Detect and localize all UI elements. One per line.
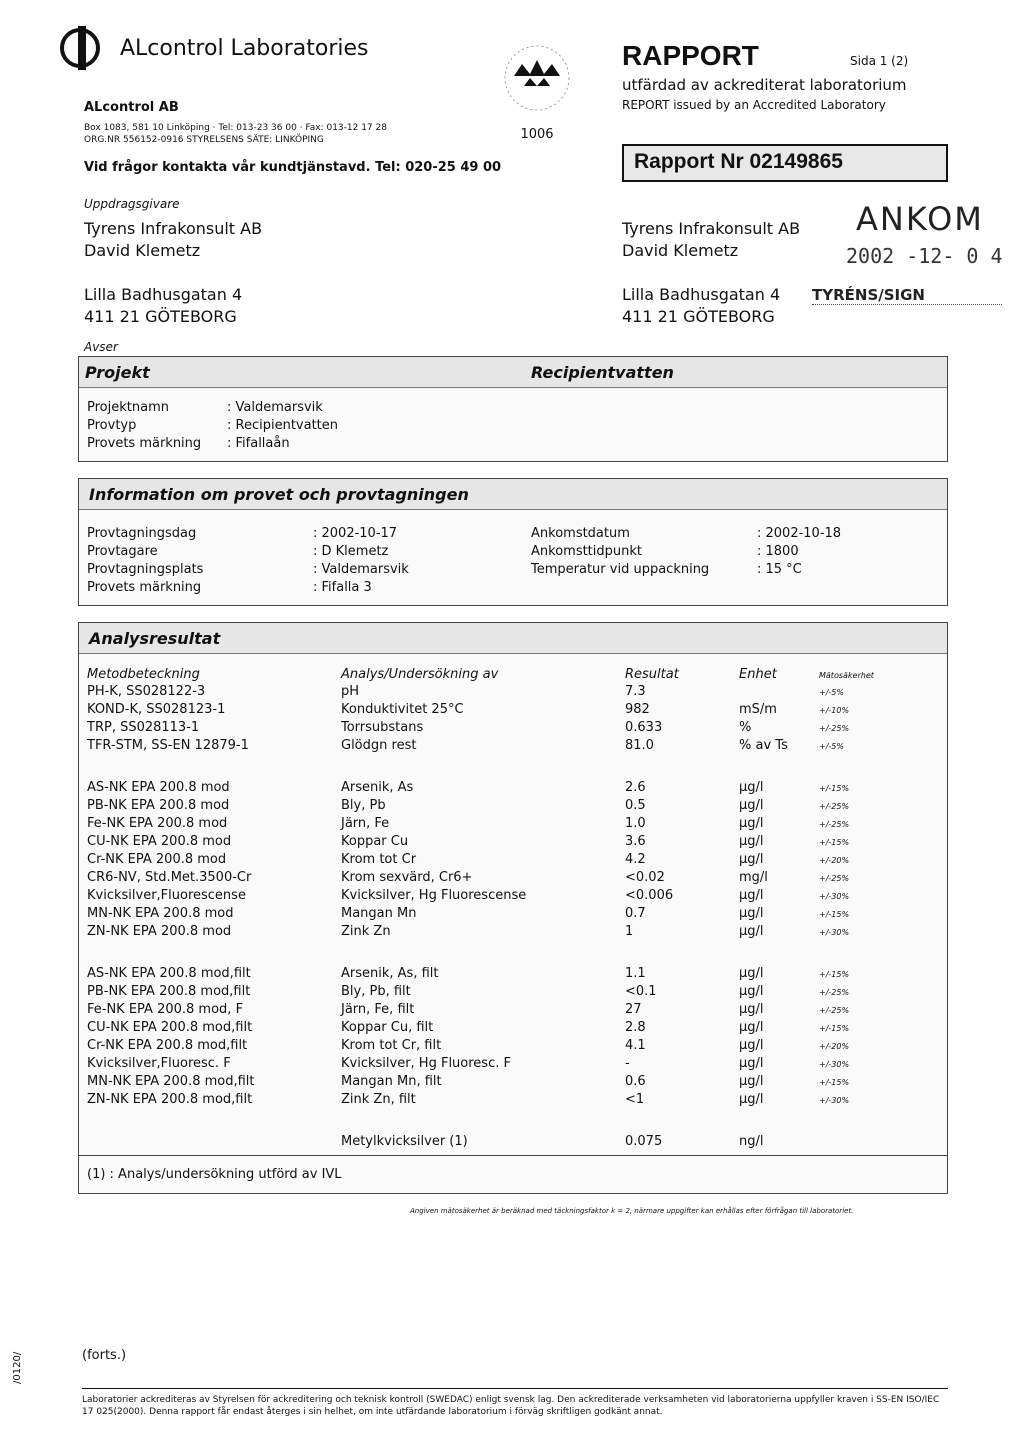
client-person: David Klemetz bbox=[84, 241, 201, 260]
analysis-cell: Mangan Mn bbox=[341, 906, 417, 921]
info-value: : Fifallaån bbox=[227, 436, 290, 451]
info-key: Ankomstdatum bbox=[531, 526, 630, 541]
info-row bbox=[87, 561, 409, 579]
result-cell: - bbox=[625, 1056, 630, 1071]
info-row bbox=[87, 525, 409, 543]
result-cell: <0.02 bbox=[625, 870, 665, 885]
info-key: Ankomsttidpunkt bbox=[531, 544, 643, 559]
result-cell: 0.075 bbox=[625, 1134, 663, 1149]
alcontrol-logo-icon bbox=[60, 28, 100, 68]
org-address: Box 1083, 581 10 Linköping · Tel: 013-23 36 00 · Fax: 013-12 17 28 bbox=[84, 123, 387, 133]
seal-number: 1006 bbox=[520, 127, 554, 142]
unit-cell: µg/l bbox=[739, 780, 764, 795]
info-row bbox=[531, 525, 841, 543]
result-cell: 3.6 bbox=[625, 834, 646, 849]
info-key: Provtagningsdag bbox=[87, 526, 197, 541]
method-cell: TRP, SS028113-1 bbox=[87, 720, 200, 735]
received-stamp-title: ANKOM bbox=[856, 200, 984, 238]
project-heading: Projekt bbox=[85, 363, 150, 382]
sample-info-right bbox=[531, 525, 841, 579]
info-value: : 2002-10-18 bbox=[757, 526, 842, 541]
info-row bbox=[87, 417, 338, 435]
recipient-city: 411 21 GÖTEBORG bbox=[622, 307, 775, 326]
method-cell: Fe-NK EPA 200.8 mod, F bbox=[87, 1002, 244, 1017]
analysis-cell: pH bbox=[341, 684, 360, 699]
column-header: Analys/Undersökning av bbox=[341, 667, 499, 682]
uncertainty-cell: +/-25% bbox=[819, 820, 850, 829]
info-value: : D Klemetz bbox=[313, 544, 389, 559]
received-stamp-sign: TYRÉNS/SIGN bbox=[812, 286, 1002, 305]
unit-cell: µg/l bbox=[739, 1056, 764, 1071]
analysis-cell: Mangan Mn, filt bbox=[341, 1074, 442, 1089]
analysis-cell: Torrsubstans bbox=[341, 720, 424, 735]
analysis-cell: Bly, Pb, filt bbox=[341, 984, 411, 999]
unit-cell: µg/l bbox=[739, 966, 764, 981]
recipient-block bbox=[622, 218, 800, 328]
uncertainty-cell: +/-30% bbox=[819, 892, 850, 901]
result-cell: 4.2 bbox=[625, 852, 646, 867]
unit-cell: µg/l bbox=[739, 798, 764, 813]
result-cell: <1 bbox=[625, 1092, 645, 1107]
info-row bbox=[87, 579, 409, 597]
project-box-header bbox=[79, 357, 947, 388]
uncertainty-cell: +/-30% bbox=[819, 1060, 850, 1069]
uncertainty-cell: +/-15% bbox=[819, 838, 850, 847]
client-label: Uppdragsgivare bbox=[84, 197, 180, 211]
analysis-cell: Metylkvicksilver (1) bbox=[341, 1134, 468, 1149]
analysis-cell: Glödgn rest bbox=[341, 738, 417, 753]
info-value: : 1800 bbox=[757, 544, 799, 559]
unit-cell: µg/l bbox=[739, 816, 764, 831]
method-cell: ZN-NK EPA 200.8 mod bbox=[87, 924, 232, 939]
sample-info-left bbox=[87, 525, 409, 597]
footer-divider bbox=[82, 1388, 948, 1389]
report-title: RAPPORT bbox=[622, 40, 759, 71]
info-value: : Valdemarsvik bbox=[227, 400, 323, 415]
unit-cell: µg/l bbox=[739, 1002, 764, 1017]
lab-logo-row bbox=[60, 28, 369, 68]
unit-cell: µg/l bbox=[739, 924, 764, 939]
info-key: Projektnamn bbox=[87, 400, 169, 415]
unit-cell: µg/l bbox=[739, 1020, 764, 1035]
info-row bbox=[87, 543, 409, 561]
project-heading-right: Recipientvatten bbox=[531, 363, 674, 382]
results-table bbox=[79, 667, 947, 1147]
analysis-cell: Arsenik, As, filt bbox=[341, 966, 439, 981]
analysis-cell: Bly, Pb bbox=[341, 798, 386, 813]
info-value: : 15 °C bbox=[757, 562, 802, 577]
method-cell: CU-NK EPA 200.8 mod bbox=[87, 834, 232, 849]
result-cell: <0.006 bbox=[625, 888, 674, 903]
method-cell: PB-NK EPA 200.8 mod bbox=[87, 798, 230, 813]
column-header: Resultat bbox=[625, 667, 679, 682]
result-cell: 0.5 bbox=[625, 798, 646, 813]
analysis-results-box bbox=[78, 622, 948, 1194]
result-cell: 0.7 bbox=[625, 906, 646, 921]
org-address-block bbox=[84, 122, 387, 146]
recipient-street: Lilla Badhusgatan 4 bbox=[622, 285, 781, 304]
unit-cell: % av Ts bbox=[739, 738, 788, 753]
uncertainty-cell: +/-25% bbox=[819, 1006, 850, 1015]
analysis-cell: Zink Zn, filt bbox=[341, 1092, 416, 1107]
method-cell: KOND-K, SS028123-1 bbox=[87, 702, 226, 717]
info-row bbox=[531, 561, 841, 579]
result-cell: 2.8 bbox=[625, 1020, 646, 1035]
uncertainty-cell: +/-30% bbox=[819, 1096, 850, 1105]
result-cell: 4.1 bbox=[625, 1038, 646, 1053]
uncertainty-cell: +/-30% bbox=[819, 928, 850, 937]
unit-cell: µg/l bbox=[739, 984, 764, 999]
footer-text: Laboratorier ackrediteras av Styrelsen för ackreditering och teknisk kontroll (SWEDAC) enligt svensk lag. Den ackrediterade verksamheten vid laboratorierna uppfyller kraven i SS-EN ISO/IEC 17 025(2000). Denna rapport får endast återges i sin helhet, om inte utfärdande laboratorium i förväg skriftligen godkänt annat. bbox=[82, 1395, 940, 1417]
method-cell: MN-NK EPA 200.8 mod,filt bbox=[87, 1074, 255, 1089]
analysis-cell: Koppar Cu bbox=[341, 834, 409, 849]
analysis-cell: Konduktivitet 25°C bbox=[341, 702, 464, 717]
analysis-cell: Zink Zn bbox=[341, 924, 391, 939]
org-number: ORG.NR 556152-0916 STYRELSENS SÄTE: LINKÖPING bbox=[84, 135, 324, 145]
column-header: Mätosäkerhet bbox=[819, 671, 874, 680]
info-value: : Fifalla 3 bbox=[313, 580, 372, 595]
result-cell: 0.633 bbox=[625, 720, 663, 735]
method-cell: Fe-NK EPA 200.8 mod bbox=[87, 816, 228, 831]
result-cell: 1.0 bbox=[625, 816, 646, 831]
client-company: Tyrens Infrakonsult AB bbox=[84, 219, 263, 238]
info-key: Provtagare bbox=[87, 544, 158, 559]
analysis-cell: Koppar Cu, filt bbox=[341, 1020, 434, 1035]
analysis-cell: Kvicksilver, Hg Fluorescense bbox=[341, 888, 527, 903]
result-cell: 1.1 bbox=[625, 966, 646, 981]
uncertainty-cell: +/-5% bbox=[819, 688, 844, 697]
uncertainty-cell: +/-5% bbox=[819, 742, 844, 751]
unit-cell: ng/l bbox=[739, 1134, 764, 1149]
report-subtitle-en: REPORT issued by an Accredited Laboratory bbox=[622, 98, 886, 112]
sample-info-header bbox=[79, 479, 947, 510]
result-cell: 982 bbox=[625, 702, 650, 717]
method-cell: PB-NK EPA 200.8 mod,filt bbox=[87, 984, 251, 999]
avser-label: Avser bbox=[84, 340, 118, 354]
analysis-cell: Järn, Fe bbox=[341, 816, 390, 831]
client-block bbox=[84, 218, 262, 328]
method-cell: PH-K, SS028122-3 bbox=[87, 684, 206, 699]
method-cell: AS-NK EPA 200.8 mod bbox=[87, 780, 230, 795]
unit-cell: mS/m bbox=[739, 702, 777, 717]
result-cell: 2.6 bbox=[625, 780, 646, 795]
analysis-results-heading: Analysresultat bbox=[89, 629, 221, 648]
method-cell: ZN-NK EPA 200.8 mod,filt bbox=[87, 1092, 253, 1107]
received-stamp-date: 2002 -12- 0 4 bbox=[846, 244, 1003, 268]
analysis-cell: Krom tot Cr bbox=[341, 852, 417, 867]
method-cell: TFR-STM, SS-EN 12879-1 bbox=[87, 738, 249, 753]
sample-info-heading: Information om provet och provtagningen bbox=[89, 485, 469, 504]
uncertainty-cell: +/-25% bbox=[819, 988, 850, 997]
continued-label: (forts.) bbox=[82, 1348, 127, 1363]
unit-cell: mg/l bbox=[739, 870, 768, 885]
info-row bbox=[531, 543, 841, 561]
uncertainty-cell: +/-20% bbox=[819, 856, 850, 865]
recipient-person: David Klemetz bbox=[622, 241, 739, 260]
result-cell: 1 bbox=[625, 924, 634, 939]
method-cell: Cr-NK EPA 200.8 mod bbox=[87, 852, 227, 867]
report-subtitle: utfärdad av ackrediterat laboratorium bbox=[622, 76, 907, 94]
unit-cell: µg/l bbox=[739, 888, 764, 903]
result-cell: 7.3 bbox=[625, 684, 646, 699]
info-key: Provets märkning bbox=[87, 580, 202, 595]
method-cell: Kvicksilver,Fluoresc. F bbox=[87, 1056, 231, 1071]
result-cell: <0.1 bbox=[625, 984, 657, 999]
project-box bbox=[78, 356, 948, 462]
analysis-cell: Järn, Fe, filt bbox=[341, 1002, 415, 1017]
method-cell: AS-NK EPA 200.8 mod,filt bbox=[87, 966, 251, 981]
info-key: Provets märkning bbox=[87, 436, 202, 451]
method-cell: Kvicksilver,Fluorescense bbox=[87, 888, 246, 903]
result-cell: 27 bbox=[625, 1002, 642, 1017]
unit-cell: µg/l bbox=[739, 906, 764, 921]
recipient-company: Tyrens Infrakonsult AB bbox=[622, 219, 801, 238]
side-mark: /0120/ bbox=[12, 1351, 23, 1384]
unit-cell: µg/l bbox=[739, 834, 764, 849]
results-footnote: (1) : Analys/undersökning utförd av IVL bbox=[87, 1167, 342, 1182]
report-number-box: Rapport Nr 02149865 bbox=[622, 144, 948, 182]
uncertainty-cell: +/-10% bbox=[819, 706, 850, 715]
project-details bbox=[87, 399, 338, 453]
analysis-cell: Arsenik, As bbox=[341, 780, 414, 795]
uncertainty-cell: +/-25% bbox=[819, 724, 850, 733]
uncertainty-cell: +/-15% bbox=[819, 1078, 850, 1087]
unit-cell: % bbox=[739, 720, 752, 735]
page-indicator: Sida 1 (2) bbox=[850, 54, 909, 68]
unit-cell: µg/l bbox=[739, 1074, 764, 1089]
uncertainty-cell: +/-25% bbox=[819, 874, 850, 883]
method-cell: MN-NK EPA 200.8 mod bbox=[87, 906, 234, 921]
lab-name: ALcontrol Laboratories bbox=[120, 35, 369, 61]
analysis-cell: Kvicksilver, Hg Fluoresc. F bbox=[341, 1056, 511, 1071]
client-city: 411 21 GÖTEBORG bbox=[84, 307, 237, 326]
uncertainty-note: Angiven mätosäkerhet är beräknad med täckningsfaktor k = 2, närmare uppgifter kan erhållas efter förfrågan till laboratoriet. bbox=[410, 1207, 854, 1215]
result-cell: 0.6 bbox=[625, 1074, 646, 1089]
info-key: Provtagningsplats bbox=[87, 562, 204, 577]
uncertainty-cell: +/-15% bbox=[819, 970, 850, 979]
unit-cell: µg/l bbox=[739, 1038, 764, 1053]
uncertainty-cell: +/-15% bbox=[819, 910, 850, 919]
analysis-results-header bbox=[79, 623, 947, 654]
sample-info-box bbox=[78, 478, 948, 606]
contact-line: Vid frågor kontakta vår kundtjänstavd. Tel: 020-25 49 00 bbox=[84, 160, 502, 175]
info-value: : 2002-10-17 bbox=[313, 526, 398, 541]
method-cell: Cr-NK EPA 200.8 mod,filt bbox=[87, 1038, 248, 1053]
info-key: Temperatur vid uppackning bbox=[531, 562, 710, 577]
uncertainty-cell: +/-15% bbox=[819, 784, 850, 793]
uncertainty-cell: +/-15% bbox=[819, 1024, 850, 1033]
column-header: Enhet bbox=[739, 667, 777, 682]
info-row bbox=[87, 435, 338, 453]
client-street: Lilla Badhusgatan 4 bbox=[84, 285, 243, 304]
unit-cell: µg/l bbox=[739, 1092, 764, 1107]
info-row bbox=[87, 399, 338, 417]
uncertainty-cell: +/-25% bbox=[819, 802, 850, 811]
uncertainty-cell: +/-20% bbox=[819, 1042, 850, 1051]
info-value: : Recipientvatten bbox=[227, 418, 339, 433]
info-value: : Valdemarsvik bbox=[313, 562, 409, 577]
result-cell: 81.0 bbox=[625, 738, 654, 753]
column-header: Metodbeteckning bbox=[87, 667, 200, 682]
info-key: Provtyp bbox=[87, 418, 137, 433]
unit-cell: µg/l bbox=[739, 852, 764, 867]
method-cell: CU-NK EPA 200.8 mod,filt bbox=[87, 1020, 253, 1035]
method-cell: CR6-NV, Std.Met.3500-Cr bbox=[87, 870, 252, 885]
analysis-cell: Krom sexvärd, Cr6+ bbox=[341, 870, 473, 885]
org-name: ALcontrol AB bbox=[84, 100, 179, 115]
crown-seal-icon bbox=[494, 42, 580, 120]
swedac-seal bbox=[494, 42, 580, 142]
analysis-cell: Krom tot Cr, filt bbox=[341, 1038, 442, 1053]
